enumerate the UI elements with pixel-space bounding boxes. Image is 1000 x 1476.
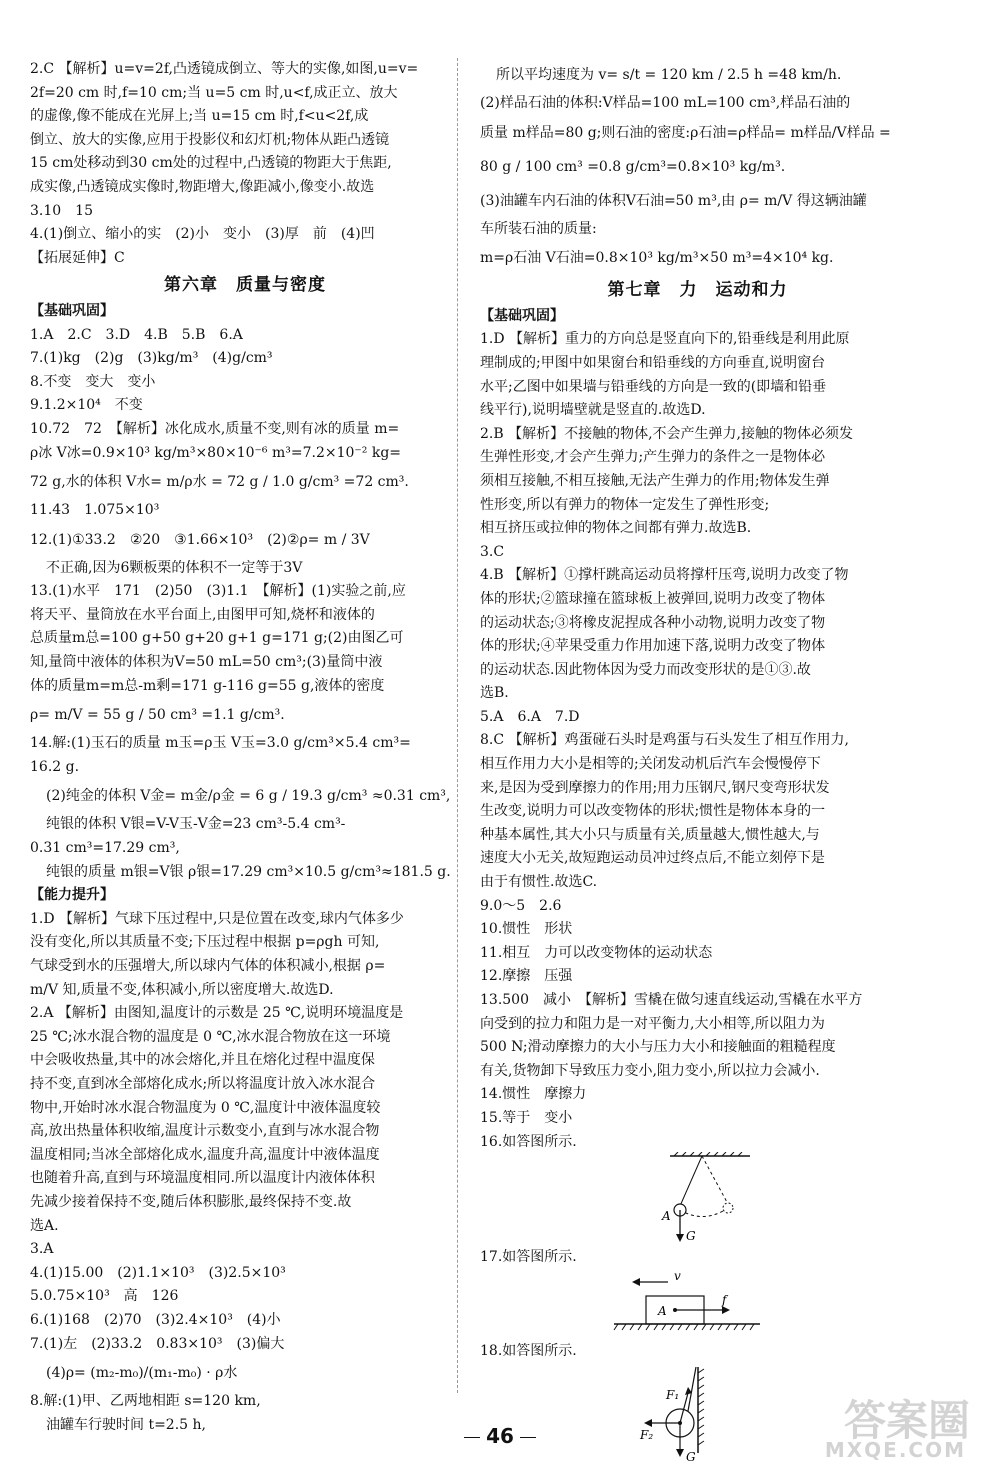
text-line: 16.2 g.: [30, 758, 80, 775]
text-line: 2f=20 cm 时,f=10 cm;当 u=5 cm 时,u<f,成正立、放大: [30, 84, 398, 101]
text-line: 13.500 减小 【解析】雪橇在做匀速直线运动,雪橇在水平方: [480, 992, 863, 1008]
rule-left: [464, 1437, 480, 1438]
text-line: 11.相互 力可以改变物体的运动状态: [480, 944, 713, 961]
text-line: (2)样品石油的体积:V样品=100 mL=100 cm³,样品石油的: [480, 95, 851, 111]
text-line: 14.解:(1)玉石的质量 m玉=ρ玉 V玉=3.0 g/cm³×5.4 cm³=: [30, 735, 411, 752]
text-line: 车所装石油的质量:: [480, 220, 597, 237]
text-line: 11.43 1.075×10³: [30, 502, 160, 519]
text-line: 的虚像,像不能成在光屏上;当 u=15 cm 时,f<u<2f,成: [30, 108, 369, 125]
chapter-title: 第六章 质量与密度: [164, 275, 326, 296]
text-line: 4.(1)15.00 (2)1.1×10³ (3)2.5×10³: [30, 1264, 286, 1281]
figure-16-pendulum: [480, 1154, 915, 1246]
label-g: G: [686, 1450, 696, 1464]
right-column: [480, 58, 915, 1463]
text-line: 13.(1)水平 171 (2)50 (3)1.1 【解析】(1)实验之前,应: [30, 583, 406, 600]
text-line: 0.31 cm³=17.29 cm³,: [30, 840, 180, 857]
section-label: 【基础巩固】: [30, 302, 114, 319]
text-line: 8.不变 变大 变小: [30, 373, 156, 390]
text-line: 14.惯性 摩擦力: [480, 1086, 587, 1103]
formula-line: (2)纯金的体积 V金= m金/ρ金 = 6 g / 19.3 g/cm³ ≈0.31 cm³,: [46, 788, 451, 805]
text-line: 1.D 【解析】重力的方向总是竖直向下的,铅垂线是利用此原: [480, 331, 850, 348]
text-line: 9.1.2×10⁴ 不变: [30, 397, 143, 414]
text-line: 知,量筒中液体的体积为V=50 mL=50 cm³;(3)量筒中液: [30, 654, 383, 671]
text-line: 纯银的体积 V银=V-V玉-V金=23 cm³-5.4 cm³-: [46, 816, 346, 833]
text-line: 2.B 【解析】不接触的物体,不会产生弹力,接触的物体必须发: [480, 425, 853, 442]
text-line: 500 N;滑动摩擦力的大小与压力大小和接触面的粗糙程度: [480, 1039, 836, 1056]
formula-line: (3)油罐车内石油的体积V石油=50 m³,由 ρ= m/V 得这辆油罐: [480, 192, 867, 209]
label-a: A: [662, 1209, 671, 1224]
text-line: 3.10 15: [30, 202, 93, 219]
text-line: 纯银的质量 m银=V银 ρ银=17.29 cm³×10.5 g/cm³≈181.5 g.: [46, 863, 451, 880]
text-line: 没有变化,所以其质量不变;下压过程中根据 p=ρgh 可知,: [30, 934, 380, 951]
rule-right: [520, 1437, 536, 1438]
label-f2: F₂: [640, 1428, 654, 1443]
text-line: 8.C 【解析】鸡蛋碰石头时是鸡蛋与石头发生了相互作用力,: [480, 732, 849, 749]
text-line: 线平行),说明墙壁就是竖直的.故选D.: [480, 402, 706, 419]
text-line: 向受到的拉力和阻力是一对平衡力,大小相等,所以阻力为: [480, 1015, 825, 1032]
label-g: G: [686, 1229, 696, 1244]
text-line: 总质量m总=100 g+50 g+20 g+1 g=171 g;(2)由图乙可: [30, 630, 404, 647]
text-line: 体的形状;②篮球撞在篮球板上被弹回,说明力改变了物体: [480, 590, 826, 607]
text-line: 5.A 6.A 7.D: [480, 708, 580, 725]
text-line: 的运动状态;③将橡皮泥捏成各种小动物,说明力改变了物: [480, 614, 826, 631]
text-line: 成实像,凸透镜成实像时,物距增大,像距减小,像变小.故选: [30, 178, 375, 195]
formula-line: 80 g / 100 cm³ =0.8 g/cm³=0.8×10³ kg/m³.: [480, 158, 786, 175]
text-line: 7.(1)左 (2)33.2 0.83×10³ (3)偏大: [30, 1335, 285, 1352]
formula-line: 所以平均速度为 v= s/t = 120 km / 2.5 h =48 km/h.: [496, 67, 842, 83]
text-line: 2.C 【解析】u=v=2f,凸透镜成倒立、等大的实像,如图,u=v=: [30, 61, 419, 77]
text-line: 选B.: [480, 685, 509, 702]
formula-line: m=ρ石油 V石油=0.8×10³ kg/m³×50 m³=4×10⁴ kg.: [480, 250, 834, 267]
label-f1: F₁: [666, 1388, 680, 1403]
text-line: 10.惯性 形状: [480, 921, 573, 938]
text-line: 1.A 2.C 3.D 4.B 5.B 6.A: [30, 326, 243, 343]
figure-17-block: [480, 1270, 915, 1340]
left-column: [30, 58, 460, 1437]
text-line: 6.(1)168 (2)70 (3)2.4×10³ (4)小: [30, 1311, 281, 1328]
text-line: 25 ℃;冰水混合物的温度是 0 ℃,冰水混合物放在这一环境: [30, 1028, 391, 1045]
formula-line: ρ= m/V = 55 g / 50 cm³ =1.1 g/cm³.: [30, 707, 285, 724]
text-line: 种基本属性,其大小只与质量有关,质量越大,惯性越大,与: [480, 826, 820, 843]
text-line: 不正确,因为6颗板栗的体积不一定等于3V: [46, 559, 303, 576]
section-label: 【基础巩固】: [480, 307, 564, 324]
text-line: 【拓展延伸】C: [30, 249, 125, 266]
page-number-text: 46: [486, 1424, 514, 1448]
text-line: 温度相同;当冰全部熔化成水,温度升高,温度计中液体温度: [30, 1146, 380, 1163]
formula-line: 12.(1)①33.2 ②20 ③1.66×10³ (2)②ρ= m / 3V: [30, 531, 370, 548]
text-line: 由于有惯性.故选C.: [480, 874, 598, 891]
watermark-url: MXQE.COM: [824, 1438, 966, 1462]
text-line: 也随着升高,直到与环境温度相同.所以温度计内液体体积: [30, 1170, 375, 1187]
text-line: 体的质量m=m总-m剩=171 g-116 g=55 g,液体的密度: [30, 677, 385, 694]
text-line: 4.(1)倒立、缩小的实 (2)小 变小 (3)厚 前 (4)凹: [30, 226, 375, 243]
text-line: 油罐车行驶时间 t=2.5 h,: [46, 1416, 206, 1433]
text-line: 相互挤压或拉伸的物体之间都有弹力.故选B.: [480, 520, 752, 537]
text-line: 来,是因为受到摩擦力的作用;用力压钢尺,钢尺变弯形状发: [480, 779, 830, 796]
text-line: 性形变,所以有弹力的物体一定发生了弹性形变;: [480, 496, 770, 513]
text-line: 7.(1)kg (2)g (3)kg/m³ (4)g/cm³: [30, 350, 273, 367]
text-line: 18.如答图所示.: [480, 1342, 577, 1359]
text-line: 生弹性形变,才会产生弹力;产生弹力的条件之一是物体必: [480, 449, 826, 466]
text-line: 气球受到水的压强增大,所以球内气体的体积减小,根据 ρ=: [30, 958, 386, 974]
text-line: 先减少接着保持不变,随后体积膨胀,最终保持不变.故: [30, 1193, 352, 1210]
text-line: 2.A 【解析】由图知,温度计的示数是 25 ℃,说明环境温度是: [30, 1005, 404, 1022]
text-line: 15 cm处移动到30 cm处的过程中,凸透镜的物距大于焦距,: [30, 155, 392, 172]
text-line: 9.0～5 2.6: [480, 897, 562, 914]
text-line: 倒立、放大的实像,应用于投影仪和幻灯机;物体从距凸透镜: [30, 131, 390, 148]
text-line: ρ冰 V冰=0.9×10³ kg/m³×80×10⁻⁶ m³=7.2×10⁻² kg=: [30, 444, 402, 461]
text-line: 物中,开始时冰水混合物温度为 0 ℃,温度计中液体温度较: [30, 1099, 381, 1116]
label-v: v: [674, 1269, 681, 1283]
text-line: 持不变,直到冰全部熔化成水;所以将温度计放入冰水混合: [30, 1075, 376, 1092]
text-line: 选A.: [30, 1217, 59, 1234]
text-line: 8.解:(1)甲、乙两地相距 s=120 km,: [30, 1393, 261, 1410]
text-line: 3.C: [480, 543, 505, 560]
text-line: 有关,货物卸下导致压力变小,阻力变小,所以拉力会减小.: [480, 1062, 820, 1079]
watermark-logo: [790, 1384, 980, 1464]
text-line: 15.等于 变小: [480, 1109, 573, 1126]
label-f: f: [722, 1292, 727, 1307]
text-line: 将天平、量筒放在水平台面上,由图甲可知,烧杯和液体的: [30, 606, 375, 623]
text-line: 水平;乙图中如果墙与铅垂线的方向是一致的(即墙和铅垂: [480, 378, 827, 395]
text-line: 相互作用力大小是相等的;关闭发动机后汽车会慢慢停下: [480, 756, 821, 773]
text-line: 的运动状态.因此物体因为受力而改变形状的是①③.故: [480, 661, 811, 678]
text-line: 17.如答图所示.: [480, 1249, 577, 1266]
text-line: 速度大小无关,故短跑运动员冲过终点后,不能立刻停下是: [480, 850, 825, 867]
watermark-text: 答案圈: [843, 1396, 970, 1445]
text-line: 须相互接触,不相互接触,无法产生弹力的作用;物体发生弹: [480, 472, 830, 489]
text-line: m/V 知,质量不变,体积减小,所以密度增大.故选D.: [30, 981, 334, 998]
formula-line: (4)ρ= (m₂-m₀)/(m₁-m₀) · ρ水: [46, 1365, 238, 1382]
text-line: 10.72 72 【解析】冰化成水,质量不变,则有冰的质量 m=: [30, 420, 400, 437]
text-line: 体的形状;④苹果受重力作用加速下落,说明力改变了物体: [480, 638, 826, 655]
text-line: 理制成的;甲图中如果窗台和铅垂线的方向垂直,说明窗台: [480, 354, 826, 371]
formula-line: 质量 m样品=80 g;则石油的密度:ρ石油=ρ样品= m样品/V样品 =: [480, 124, 891, 141]
text-line: 12.摩擦 压强: [480, 968, 573, 985]
text-line: 1.D 【解析】气球下压过程中,只是位置在改变,球内气体多少: [30, 910, 404, 927]
text-line: 生改变,说明力可以改变物体的形状;惯性是物体本身的一: [480, 803, 826, 820]
label-a: A: [658, 1303, 667, 1318]
text-line: 16.如答图所示.: [480, 1133, 577, 1150]
text-line: 4.B 【解析】①撑杆跳高运动员将撑杆压弯,说明力改变了物: [480, 567, 849, 584]
formula-line: 72 g,水的体积 V水= m/ρ水 = 72 g / 1.0 g/cm³ =72 cm³.: [30, 474, 409, 491]
text-line: 高,放出热量体积收缩,温度计示数变小,直到与冰水混合物: [30, 1123, 380, 1140]
text-line: 中会吸收热量,其中的冰会熔化,并且在熔化过程中温度保: [30, 1052, 375, 1069]
section-label: 【能力提升】: [30, 887, 114, 904]
text-line: 5.0.75×10³ 高 126: [30, 1288, 179, 1305]
text-line: 3.A: [30, 1241, 54, 1258]
chapter-title: 第七章 力 运动和力: [607, 280, 788, 301]
